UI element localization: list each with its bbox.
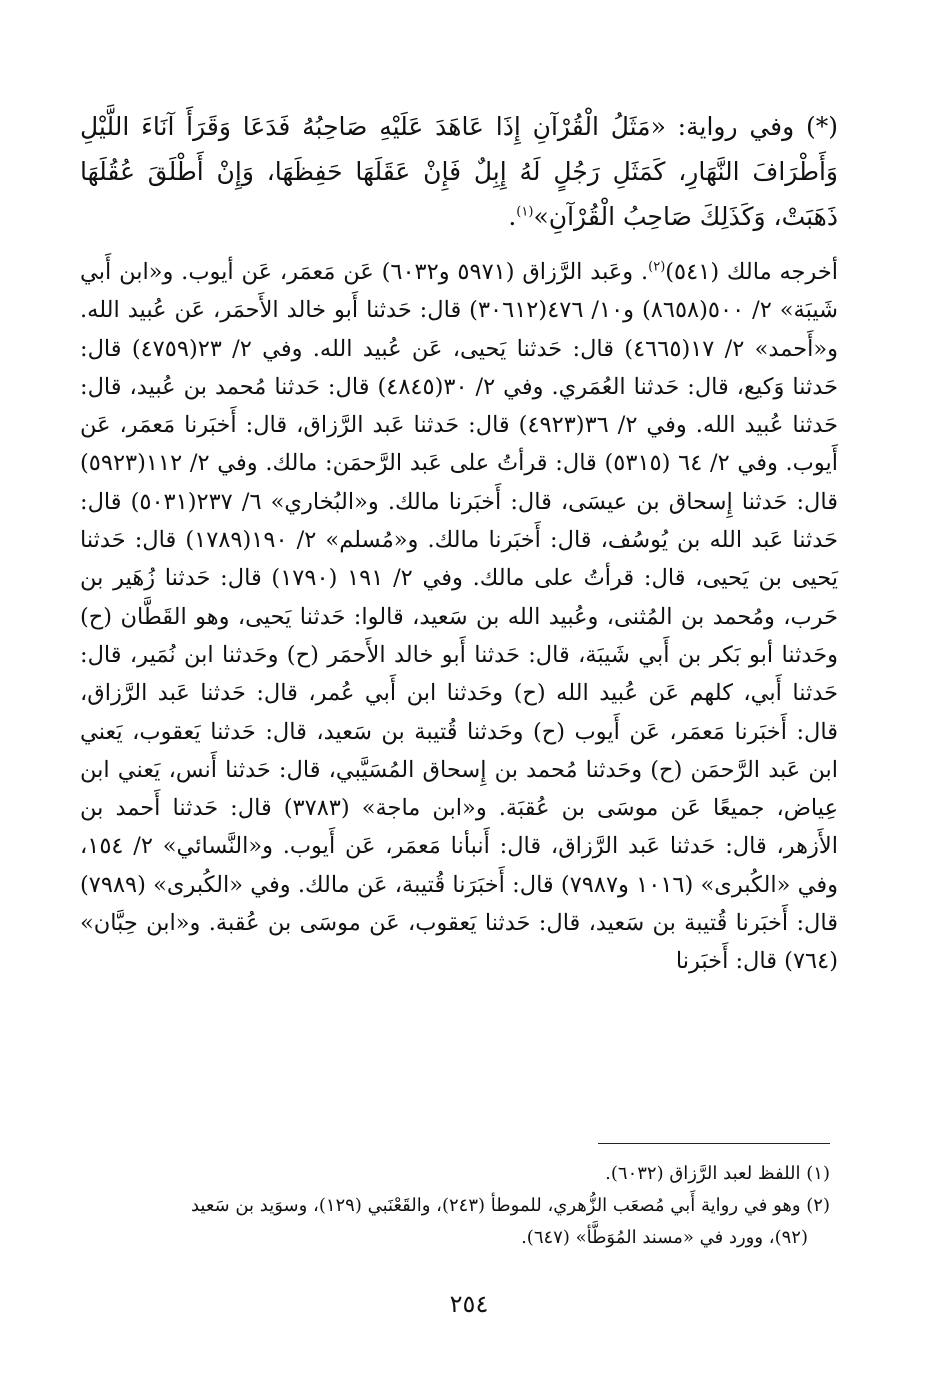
footnote-1: (١) اللفظ لعبد الرَّزاق (٦٠٣٢). bbox=[605, 1163, 830, 1184]
takhrij-footnote-ref[interactable]: (٢) bbox=[648, 259, 666, 275]
page-body bbox=[80, 104, 838, 981]
page-number: ٢٥٤ bbox=[449, 1290, 489, 1318]
footnote-divider bbox=[598, 1143, 830, 1144]
takhrij-paragraph bbox=[80, 253, 838, 981]
takhrij-body: . وعَبد الرَّزاق (٥٩٧١ و٦٠٣٢) عَن مَعمَر، عَن أيوب. و«ابن أَبي شَيبَة» ٢/ ٥٠٠(٨٦٥٨) و١٠/ ٤٧٦(٣٠٦١٢) قال: حَدثنا أَبو خالد الأَحمَر، عَن عُبيد الله. و«أَحمد» ٢/ ١٧(٤٦٦٥) قال: حَدثنا يَحيى، عَن عُبيد الله. وفي ٢/ ٢٣(٤٧٥٩) قال: حَدثنا وَكيع، قال: حَدثنا العُمَري. وفي ٢/ ٣٠(٤٨٤٥) قال: حَدثنا مُحمد بن عُبيد، قال: حَدثنا عُبيد الله. وفي ٢/ ٣٦(٤٩٢٣) قال: حَدثنا عَبد الرَّزاق، قال: أَخبَرنا مَعمَر، عَن أَيوب. وفي ٢/ ٦٤ (٥٣١٥) قال: قرأتُ على عَبد الرَّحمَن: مالك. وفي ٢/ ١١٢(٥٩٢٣) قال: حَدثنا إِسحاق بن عيسَى، قال: أَخبَرنا مالك. و«البُخاري» ٦/ ٢٣٧(٥٠٣١) قال: حَدثنا عَبد الله بن يُوسُف، قال: أَخبَرنا مالك. و«مُسلم» ٢/ ١٩٠(١٧٨٩) قال: حَدثنا يَحيى بن يَحيى، قال: قرأتُ على مالك. وفي ٢/ ١٩١ (١٧٩٠) قال: حَدثنا زُهَير بن حَرب، ومُحمد بن المُثنى، وعُبيد الله بن سَعيد، قالوا: حَدثنا يَحيى، وهو القَطَّان (ح) وحَدثنا أبو بَكر بن أَبي شَيبَة، قال: حَدثنا أَبو خالد الأَحمَر (ح) وحَدثنا ابن نُمَير، قال: حَدثنا أَبي، كلهم عَن عُبيد الله (ح) وحَدثنا ابن أَبي عُمر، قال: حَدثنا عَبد الرَّزاق، قال: أَخبَرنا مَعمَر، عَن أَيوب (ح) وحَدثنا قُتيبة بن سَعيد، قال: حَدثنا يَعقوب، يَعني ابن عَبد الرَّحمَن (ح) وحَدثنا مُحمد بن إِسحاق المُسَيَّبي، قال: حَدثنا أَنس، يَعني ابن عِياض، جميعًا عَن موسَى بن عُقبَة. و«ابن ماجة» (٣٧٨٣) قال: حَدثنا أَحمد بن الأَزهر، قال: حَدثنا عَبد الرَّزاق، قال: أَنبأنا مَعمَر، عَن أَيوب. و«النَّسائي» ٢/ ١٥٤، وفي «الكُبرى» (١٠١٦ و٧٩٨٧) قال: أَخبَرَنا قُتيبة، عَن مالك. وفي «الكُبرى» (٧٩٨٩) قال: أَخبَرنا قُتيبة بن سَعيد، قال: حَدثنا يَعقوب، عَن موسَى بن عُقبة. و«ابن حِبَّان» (٧٦٤) قال: أَخبَرنا bbox=[80, 259, 839, 975]
footnote-2: (٢) وهو في رواية أَبي مُصعَب الزُّهري، للموطأ (٢٤٣)، والقَعْنَبي (١٢٩)، وسوَيد بن سَعيد bbox=[190, 1195, 830, 1216]
footnote-2-continued: (٩٢)، وورد في «مسند المُوَطَّأ» (٦٤٧). bbox=[521, 1227, 808, 1248]
hadith-footnote-ref[interactable]: (١) bbox=[516, 204, 534, 220]
hadith-body: (*) وفي رواية: «مَثَلُ الْقُرْآنِ إِذَا عَاهَدَ عَلَيْهِ صَاحِبُهُ فَدَعَا وَقَرَأَ آنَاءَ اللَّيْلِ وَأَطْرَافَ النَّهَارِ، كَمَثَلِ رَجُلٍ لَهُ إِبِلٌ فَإِنْ عَقَلَهَا حَفِظَهَا، وَإِنْ أَطْلَقَ عُقُلَهَا ذَهَبَتْ، وَكَذَلِكَ صَاحِبُ الْقُرْآنِ» bbox=[80, 112, 838, 231]
hadith-text: (*) وفي رواية: «مَثَلُ الْقُرْآنِ إِذَا عَاهَدَ عَلَيْهِ صَاحِبُهُ فَدَعَا وَقَرَأَ آنَاءَ اللَّيْلِ وَأَطْرَافَ النَّهَارِ، كَمَثَلِ رَجُلٍ لَهُ إِبِلٌ فَإِنْ عَقَلَهَا حَفِظَهَا، وَإِنْ أَطْلَقَ عُقُلَهَا ذَهَبَتْ، وَكَذَلِكَ صَاحِبُ الْقُرْآنِ»$^{(١)}$. bbox=[80, 112, 838, 231]
footnotes bbox=[80, 1158, 830, 1254]
takhrij-intro: أخرجه مالك (٥٤١) bbox=[665, 259, 838, 285]
